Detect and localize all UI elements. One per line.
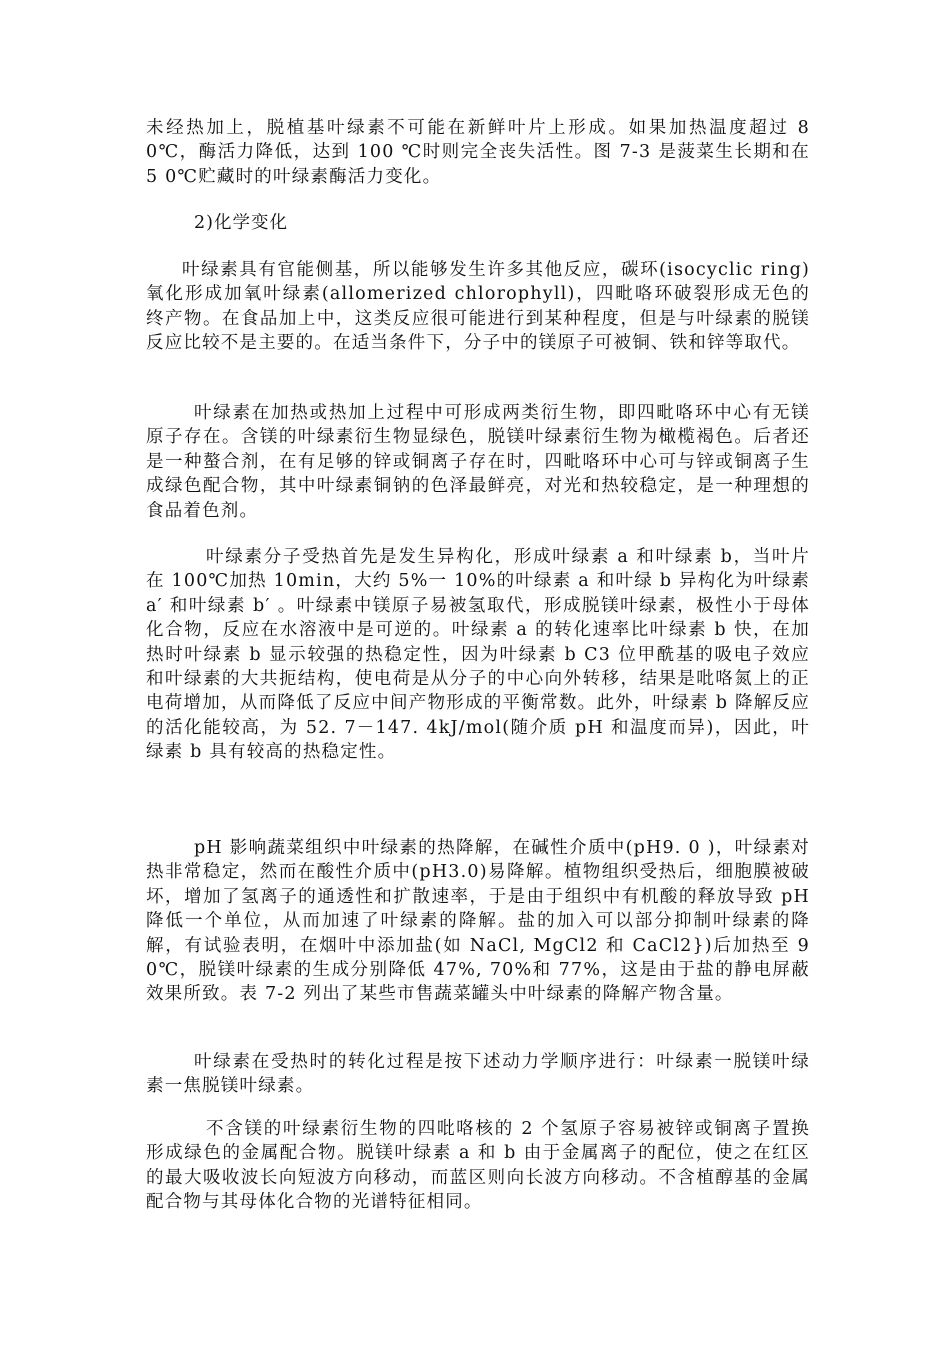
paragraph-side-groups: 叶绿素具有官能侧基，所以能够发生许多其他反应，碳环(isocyclic ring)氧化形成加氧叶绿素(allomerized chlorophyll)，四毗咯环破裂形成无色的终产物。在食品加上中，这类反应很可能进行到某种程度，但是与叶绿素的脱镁反应比较不是主要的。在适当条件下，分子中的镁原子可被铜、铁和锌等取代。 [146,260,810,354]
section-heading-chemical-changes: 2)化学变化 [194,213,288,233]
paragraph-enzyme-activity: 未经热加上，脱植基叶绿素不可能在新鲜叶片上形成。如果加热温度超过 80℃，酶活力降低，达到 100 ℃时则完全丧失活性。图 7-3 是菠菜生长期和在 5 0℃贮藏时的叶绿素酶活力变化。 [146,118,810,187]
paragraph-kinetic-sequence: 叶绿素在受热时的转化过程是按下述动力学顺序进行：叶绿素一脱镁叶绿素一焦脱镁叶绿素。 [146,1052,810,1097]
paragraph-derivatives: 叶绿素在加热或热加上过程中可形成两类衍生物，即四毗咯环中心有无镁原子存在。含镁的叶绿素衍生物显绿色，脱镁叶绿素衍生物为橄榄褐色。后者还是一种螯合剂，在有足够的锌或铜离子存在时，四毗咯环中心可与锌或铜离子生成绿色配合物，其中叶绿素铜钠的色泽最鲜亮，对光和热较稳定，是一种理想的食品着色剂。 [146,403,810,521]
paragraph-metal-complexes: 不含镁的叶绿素衍生物的四吡咯核的 2 个氢原子容易被锌或铜离子置换形成绿色的金属配合物。脱镁叶绿素 a 和 b 由于金属离子的配位，使之在红区的最大吸收波长向短波方向移动，而蓝区则向长波方向移动。不含植醇基的金属配合物与其母体化合物的光谱特征相同。 [146,1119,810,1213]
paragraph-ph-effect: pH 影响蔬菜组织中叶绿素的热降解，在碱性介质中(pH9. 0 )，叶绿素对热非常稳定，然而在酸性介质中(pH3.0)易降解。植物组织受热后，细胞膜被破坏，增加了氢离子的通透性和扩散速率，于是由于组织中有机酸的释放导致 pH 降低一个单位，从而加速了叶绿素的降解。盐的加入可以部分抑制叶绿素的降解，有试验表明，在烟叶中添加盐(如 NaCl, MgCl2 和 CaCl2})后加热至 90℃，脱镁叶绿素的生成分别降低 47%, 70%和 77%，这是由于盐的静电屏蔽效果所致。表 7-2 列出了某些市售蔬菜罐头中叶绿素的降解产物含量。 [146,838,810,1005]
paragraph-isomerization: 叶绿素分子受热首先是发生异构化，形成叶绿素 a 和叶绿素 b，当叶片在 100℃加热 10min，大约 5%一 10%的叶绿素 a 和叶绿 b 异构化为叶绿素 a′ 和叶绿素 b′ 。叶绿素中镁原子易被氢取代，形成脱镁叶绿素，极性小于母体化合物，反应在水溶液中是可逆的。叶绿素 a 的转化速率比叶绿素 b 快，在加热时叶绿素 b 显示较强的热稳定性，因为叶绿素 b C3 位甲酰基的吸电子效应和叶绿素的大共扼结构，使电荷是从分子的中心向外转移，结果是吡咯氮上的正电荷增加，从而降低了反应中间产物形成的平衡常数。此外，叶绿素 b 降解反应的活化能较高，为 52. 7－147. 4kJ/mol(随介质 pH 和温度而异)，因此，叶绿素 b 具有较高的热稳定性。 [146,547,810,763]
